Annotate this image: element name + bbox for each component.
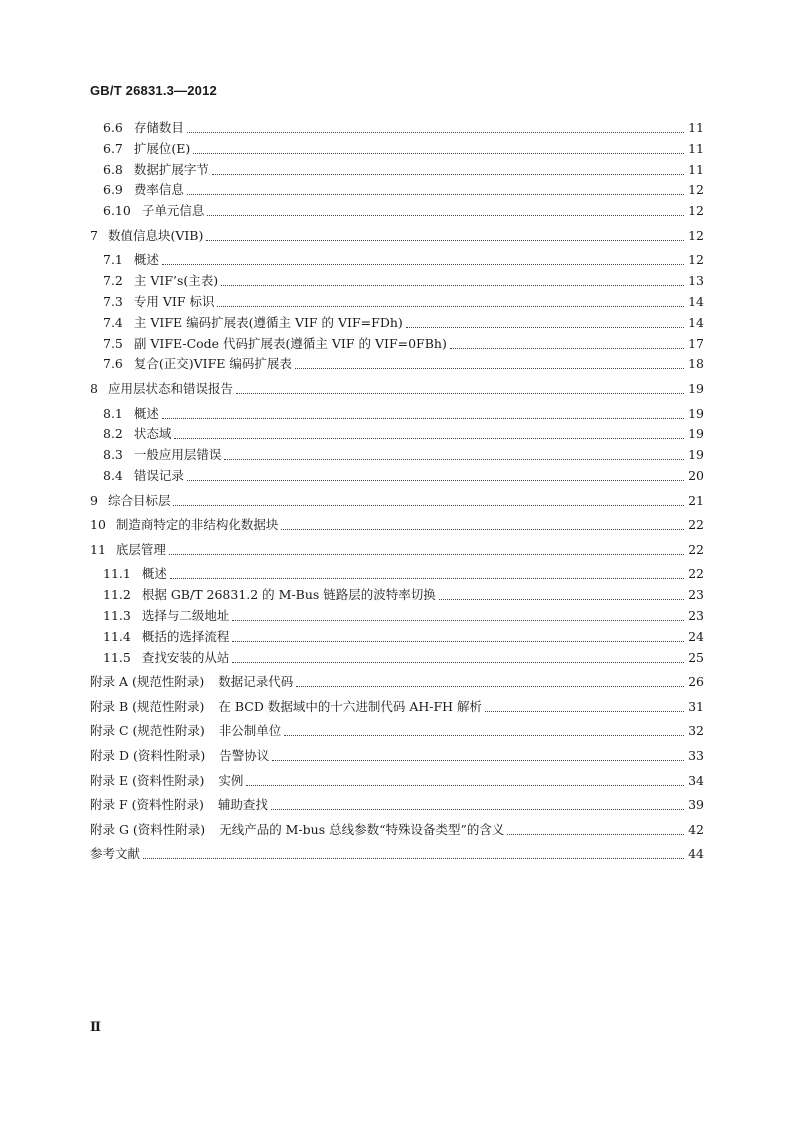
toc-entry-title: 概述 bbox=[133, 405, 159, 421]
toc-entry-title: 扩展位(E) bbox=[133, 140, 191, 156]
toc-entry-page: 21 bbox=[688, 492, 704, 508]
toc-entry-number: 11.3 bbox=[103, 608, 131, 623]
toc-dot-leader bbox=[224, 449, 684, 460]
toc-entry-title: 在 BCD 数据域中的十六进制代码 AH-FH 解析 bbox=[218, 698, 483, 714]
toc-entry-number: 8.4 bbox=[103, 468, 123, 483]
toc-entry[interactable] bbox=[103, 424, 704, 442]
toc-entry-title: 复合(正交)VIFE 编码扩展表 bbox=[133, 356, 292, 372]
toc-entry-title: 主 VIF’s(主表) bbox=[133, 273, 219, 289]
toc-entry-page: 14 bbox=[688, 294, 704, 309]
toc-entry-number: 7.1 bbox=[103, 252, 123, 268]
toc-entry-number: 7.4 bbox=[103, 314, 123, 330]
toc-entry[interactable] bbox=[103, 334, 704, 352]
toc-entry-page: 39 bbox=[688, 797, 704, 813]
toc-entry-title: 查找安装的从站 bbox=[141, 649, 230, 665]
toc-dot-leader bbox=[296, 676, 684, 687]
toc-entry-page: 22 bbox=[688, 566, 704, 582]
toc-entry[interactable] bbox=[103, 564, 704, 582]
toc-entry-number: 8.3 bbox=[103, 447, 123, 463]
toc-entry-title: 底层管理 bbox=[115, 541, 166, 557]
toc-entry-page: 31 bbox=[688, 698, 704, 714]
toc-entry-title: 数据记录代码 bbox=[218, 674, 294, 690]
toc-entry-page: 22 bbox=[688, 517, 704, 533]
toc-entry-page: 13 bbox=[688, 273, 704, 289]
toc-entry-title: 无线产品的 M-bus 总线参数“特殊设备类型”的含义 bbox=[219, 821, 505, 837]
toc-entry-page: 33 bbox=[688, 748, 704, 763]
toc-entry[interactable] bbox=[103, 354, 704, 372]
toc-dot-leader bbox=[174, 428, 684, 439]
toc-dot-leader bbox=[232, 652, 684, 663]
toc-entry-page: 24 bbox=[688, 628, 704, 644]
toc-dot-leader bbox=[221, 275, 684, 286]
toc-entry[interactable] bbox=[90, 672, 704, 690]
toc-dot-leader bbox=[406, 317, 684, 328]
toc-entry-number: 11 bbox=[90, 541, 106, 557]
toc-dot-leader bbox=[170, 568, 684, 579]
toc-entry-title: 概括的选择流程 bbox=[141, 628, 230, 644]
toc-entry-title: 副 VIFE-Code 代码扩展表(遵循主 VIF 的 VIF=0FBh) bbox=[133, 335, 447, 351]
toc-entry-number: 7.2 bbox=[103, 273, 123, 289]
toc-entry-page: 11 bbox=[688, 161, 704, 177]
page-number: Ⅱ bbox=[90, 1020, 101, 1035]
toc-entry-page: 12 bbox=[688, 227, 704, 243]
toc-entry-page: 44 bbox=[688, 846, 704, 862]
toc-entry-page: 18 bbox=[688, 356, 704, 372]
toc-entry-page: 17 bbox=[688, 335, 704, 351]
toc-entry-number: 11.2 bbox=[103, 587, 131, 603]
toc-dot-leader bbox=[236, 383, 684, 394]
toc-entry[interactable] bbox=[103, 648, 704, 666]
toc-entry-number: 6.10 bbox=[103, 203, 131, 219]
toc-entry[interactable] bbox=[90, 820, 704, 838]
toc-entry-title: 主 VIFE 编码扩展表(遵循主 VIF 的 VIF=FDh) bbox=[133, 314, 403, 330]
toc-entry-title: 存储数目 bbox=[133, 120, 184, 135]
toc-entry[interactable] bbox=[90, 491, 704, 509]
toc-entry[interactable] bbox=[103, 118, 704, 136]
toc-entry-page: 22 bbox=[688, 541, 704, 557]
toc-entry-page: 32 bbox=[688, 723, 704, 739]
toc-entry-number: 11.4 bbox=[103, 628, 131, 644]
toc-entry-number: 6.6 bbox=[103, 120, 123, 135]
toc-entry-number: 7 bbox=[90, 227, 98, 243]
toc-entry[interactable] bbox=[90, 746, 704, 764]
toc-entry[interactable] bbox=[103, 445, 704, 463]
toc-entry-title: 一般应用层错误 bbox=[133, 447, 222, 463]
toc-entry-number: 11.5 bbox=[103, 649, 131, 665]
toc-dot-leader bbox=[187, 184, 684, 195]
toc-dot-leader bbox=[206, 230, 684, 241]
toc-entry-number: 9 bbox=[90, 492, 98, 508]
toc-entry-page: 19 bbox=[688, 381, 704, 396]
toc-entry[interactable] bbox=[90, 795, 704, 813]
toc-entry[interactable] bbox=[90, 515, 704, 533]
toc-dot-leader bbox=[272, 750, 684, 761]
toc-dot-leader bbox=[271, 799, 684, 810]
toc-entry-number: 7.6 bbox=[103, 356, 123, 372]
toc-entry-title: 选择与二级地址 bbox=[141, 608, 230, 623]
toc-dot-leader bbox=[212, 164, 684, 175]
toc-entry-title: 数值信息块(VIB) bbox=[107, 227, 204, 243]
toc-entry[interactable] bbox=[103, 271, 704, 289]
toc-entry-page: 12 bbox=[688, 252, 704, 268]
toc-dot-leader bbox=[169, 544, 684, 555]
toc-entry-number: 6.8 bbox=[103, 161, 123, 177]
toc-entry-title: 概述 bbox=[133, 252, 159, 268]
toc-dot-leader bbox=[187, 470, 684, 481]
toc-entry-number: 11.1 bbox=[103, 566, 131, 582]
toc-entry[interactable] bbox=[103, 404, 704, 422]
toc-dot-leader bbox=[143, 848, 684, 859]
toc-entry-title: 综合目标层 bbox=[107, 492, 171, 508]
toc-entry-page: 26 bbox=[688, 674, 704, 690]
toc-entry-page: 19 bbox=[688, 405, 704, 421]
toc-entry-title: 非公制单位 bbox=[218, 723, 282, 739]
toc-entry[interactable] bbox=[90, 844, 704, 862]
toc-entry-number: 附录 F (资料性附录) bbox=[90, 797, 204, 813]
toc-dot-leader bbox=[295, 358, 684, 369]
toc-entry[interactable] bbox=[103, 292, 704, 310]
toc-entry-number: 7.3 bbox=[103, 294, 123, 309]
toc-entry-page: 12 bbox=[688, 182, 704, 198]
toc-dot-leader bbox=[439, 589, 684, 600]
toc-entry-page: 19 bbox=[688, 447, 704, 463]
toc-entry-page: 14 bbox=[688, 314, 704, 330]
toc-entry-page: 42 bbox=[688, 821, 704, 837]
standard-code: GB/T 26831.3—2012 bbox=[90, 83, 217, 98]
toc-entry-title: 费率信息 bbox=[133, 182, 184, 198]
toc-entry[interactable] bbox=[103, 313, 704, 331]
toc-entry-page: 20 bbox=[688, 468, 704, 483]
toc-dot-leader bbox=[162, 254, 684, 265]
toc-entry-page: 25 bbox=[688, 649, 704, 665]
toc-entry-number: 附录 C (规范性附录) bbox=[90, 723, 205, 739]
toc-entry-page: 12 bbox=[688, 203, 704, 219]
toc-entry-number: 附录 G (资料性附录) bbox=[90, 821, 206, 837]
toc-dot-leader bbox=[246, 775, 684, 786]
toc-entry[interactable] bbox=[90, 771, 704, 789]
toc-entry-number: 附录 D (资料性附录) bbox=[90, 748, 206, 763]
toc-dot-leader bbox=[207, 205, 684, 216]
toc-entry-title: 错误记录 bbox=[133, 468, 184, 483]
toc-entry[interactable] bbox=[103, 201, 704, 219]
toc-entry[interactable] bbox=[103, 466, 704, 484]
toc-entry-title: 专用 VIF 标识 bbox=[133, 294, 215, 309]
toc-entry-title: 参考文献 bbox=[90, 846, 141, 862]
toc-entry-title: 告警协议 bbox=[219, 748, 270, 763]
toc-entry-page: 34 bbox=[688, 772, 704, 788]
toc-entry[interactable] bbox=[90, 226, 704, 244]
toc-entry-page: 23 bbox=[688, 608, 704, 623]
toc-dot-leader bbox=[232, 631, 684, 642]
toc-entry-page: 11 bbox=[688, 140, 704, 156]
toc-entry-page: 23 bbox=[688, 587, 704, 603]
toc-entry-number: 8.1 bbox=[103, 405, 123, 421]
toc-entry[interactable] bbox=[90, 379, 704, 397]
toc-entry-title: 应用层状态和错误报告 bbox=[107, 381, 233, 396]
toc-entry-title: 实例 bbox=[218, 772, 244, 788]
toc-entry-title: 制造商特定的非结构化数据块 bbox=[115, 517, 279, 533]
toc-entry[interactable] bbox=[90, 540, 704, 558]
toc-entry-page: 19 bbox=[688, 426, 704, 442]
toc-entry[interactable] bbox=[103, 160, 704, 178]
toc-entry-title: 概述 bbox=[141, 566, 167, 582]
toc-entry[interactable] bbox=[103, 180, 704, 198]
toc-entry-number: 附录 B (规范性附录) bbox=[90, 698, 205, 714]
toc-entry-number: 6.9 bbox=[103, 182, 123, 198]
toc-dot-leader bbox=[485, 701, 684, 712]
toc-entry-title: 根据 GB/T 26831.2 的 M-Bus 链路层的波特率切换 bbox=[141, 587, 436, 603]
toc-dot-leader bbox=[232, 610, 684, 621]
toc-entry-number: 8 bbox=[90, 381, 98, 396]
toc-dot-leader bbox=[507, 824, 684, 835]
toc-dot-leader bbox=[173, 495, 684, 506]
toc-entry-page: 11 bbox=[688, 120, 704, 135]
toc-dot-leader bbox=[281, 519, 684, 530]
toc-entry-number: 附录 A (规范性附录) bbox=[90, 674, 205, 690]
toc-entry[interactable] bbox=[103, 139, 704, 157]
toc-entry-title: 辅助查找 bbox=[217, 797, 268, 813]
toc-dot-leader bbox=[193, 143, 684, 154]
toc-dot-leader bbox=[187, 122, 684, 133]
toc-entry-number: 7.5 bbox=[103, 335, 123, 351]
toc-entry-title: 状态域 bbox=[133, 426, 172, 442]
toc-entry[interactable] bbox=[103, 606, 704, 624]
toc-entry-title: 子单元信息 bbox=[141, 203, 205, 219]
toc-entry-number: 附录 E (资料性附录) bbox=[90, 772, 205, 788]
toc-dot-leader bbox=[217, 296, 684, 307]
toc-entry[interactable] bbox=[90, 697, 704, 715]
toc-entry-number: 10 bbox=[90, 517, 106, 533]
toc-entry[interactable] bbox=[103, 250, 704, 268]
toc-entry[interactable] bbox=[103, 627, 704, 645]
toc-entry-number: 8.2 bbox=[103, 426, 123, 442]
toc-dot-leader bbox=[284, 725, 684, 736]
toc-dot-leader bbox=[450, 338, 684, 349]
toc-entry[interactable] bbox=[103, 585, 704, 603]
toc-entry-title: 数据扩展字节 bbox=[133, 161, 209, 177]
toc-dot-leader bbox=[162, 408, 684, 419]
toc-entry-number: 6.7 bbox=[103, 140, 123, 156]
toc-entry[interactable] bbox=[90, 721, 704, 739]
